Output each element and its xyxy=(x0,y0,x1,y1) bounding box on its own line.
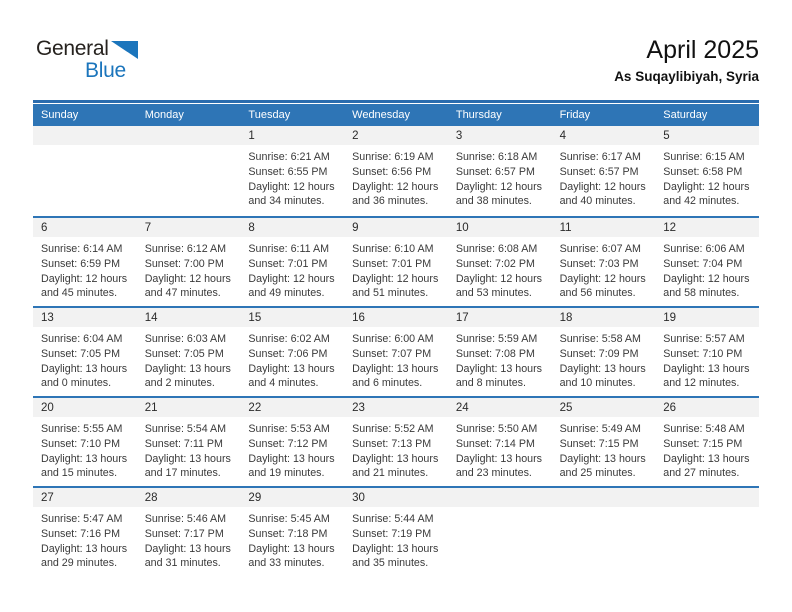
cell-info xyxy=(344,327,448,391)
daylight-minutes-text: and 2 minutes. xyxy=(144,377,215,390)
daylight-minutes-text: and 40 minutes. xyxy=(559,195,636,208)
cell-info xyxy=(655,237,759,301)
empty-day-cell xyxy=(33,126,137,216)
date-number: 20 xyxy=(33,398,137,417)
date-number xyxy=(552,488,656,507)
cell-info xyxy=(240,237,344,301)
day-cell xyxy=(240,218,344,306)
day-cell xyxy=(448,308,552,396)
daylight-hours-text: Daylight: 13 hours xyxy=(144,452,231,465)
sunrise-text: Sunrise: 5:53 AM xyxy=(248,423,330,435)
sunset-text: Sunset: 6:56 PM xyxy=(352,165,432,178)
sunset-text: Sunset: 7:13 PM xyxy=(352,437,432,450)
daylight-minutes-text: and 17 minutes. xyxy=(144,467,221,480)
daylight-hours-text: Daylight: 13 hours xyxy=(559,362,646,375)
cell-info xyxy=(240,327,344,391)
day-cell xyxy=(137,308,241,396)
cell-info xyxy=(33,507,137,571)
daylight-hours-text: Daylight: 12 hours xyxy=(663,272,750,285)
daylight-hours-text: Daylight: 13 hours xyxy=(455,362,542,375)
date-number xyxy=(33,126,137,145)
cell-info xyxy=(240,145,344,209)
week-row xyxy=(33,486,759,576)
day-cell xyxy=(448,218,552,306)
daylight-minutes-text: and 12 minutes. xyxy=(663,377,740,390)
daylight-hours-text: Daylight: 13 hours xyxy=(663,452,750,465)
cell-info xyxy=(137,417,241,481)
cell-info xyxy=(448,327,552,391)
sunset-text: Sunset: 7:08 PM xyxy=(455,347,535,360)
daylight-hours-text: Daylight: 13 hours xyxy=(248,362,335,375)
date-number: 6 xyxy=(33,218,137,237)
date-number: 21 xyxy=(137,398,241,417)
daylight-minutes-text: and 47 minutes. xyxy=(144,287,221,300)
cell-info xyxy=(137,507,241,571)
daylight-hours-text: Daylight: 13 hours xyxy=(455,452,542,465)
sunrise-text: Sunrise: 6:14 AM xyxy=(41,243,123,255)
date-number: 29 xyxy=(240,488,344,507)
day-cell xyxy=(552,126,656,216)
sunset-text: Sunset: 6:55 PM xyxy=(248,165,328,178)
daylight-minutes-text: and 34 minutes. xyxy=(248,195,325,208)
sunrise-text: Sunrise: 6:21 AM xyxy=(248,151,330,163)
date-number: 23 xyxy=(344,398,448,417)
week-row xyxy=(33,126,759,216)
sunrise-text: Sunrise: 5:45 AM xyxy=(248,513,330,525)
day-cell xyxy=(344,488,448,576)
day-cell xyxy=(448,398,552,486)
daylight-hours-text: Daylight: 13 hours xyxy=(663,362,750,375)
date-number: 3 xyxy=(448,126,552,145)
daylight-minutes-text: and 4 minutes. xyxy=(248,377,319,390)
daylight-hours-text: Daylight: 12 hours xyxy=(455,180,542,193)
date-number: 18 xyxy=(552,308,656,327)
daylight-hours-text: Daylight: 12 hours xyxy=(663,180,750,193)
sunrise-text: Sunrise: 6:17 AM xyxy=(559,151,641,163)
sunrise-text: Sunrise: 5:57 AM xyxy=(663,333,745,345)
sunrise-text: Sunrise: 5:54 AM xyxy=(144,423,227,435)
cell-info xyxy=(552,507,656,512)
day-cell xyxy=(552,398,656,486)
date-number: 7 xyxy=(137,218,241,237)
sunrise-text: Sunrise: 6:02 AM xyxy=(248,333,330,345)
daylight-minutes-text: and 36 minutes. xyxy=(352,195,429,208)
daylight-minutes-text: and 45 minutes. xyxy=(41,287,118,300)
daylight-minutes-text: and 35 minutes. xyxy=(352,557,429,570)
daylight-hours-text: Daylight: 13 hours xyxy=(144,362,231,375)
day-cell xyxy=(137,218,241,306)
day-header-friday: Friday xyxy=(559,109,591,121)
cell-info xyxy=(448,417,552,481)
date-number: 13 xyxy=(33,308,137,327)
day-cell xyxy=(655,308,759,396)
day-cell xyxy=(344,308,448,396)
cell-info xyxy=(33,417,137,481)
sunrise-text: Sunrise: 6:03 AM xyxy=(144,333,227,345)
sunset-text: Sunset: 7:06 PM xyxy=(248,347,328,360)
sunset-text: Sunset: 7:14 PM xyxy=(455,437,535,450)
cell-info xyxy=(33,237,137,301)
date-number: 12 xyxy=(655,218,759,237)
date-number xyxy=(137,126,241,145)
day-cell xyxy=(552,308,656,396)
day-header-saturday: Saturday xyxy=(663,109,708,121)
date-number: 14 xyxy=(137,308,241,327)
daylight-hours-text: Daylight: 13 hours xyxy=(559,452,646,465)
calendar-weeks xyxy=(33,126,759,576)
daylight-minutes-text: and 15 minutes. xyxy=(41,467,118,480)
sunset-text: Sunset: 7:04 PM xyxy=(663,257,743,270)
day-cell xyxy=(33,308,137,396)
day-header-wednesday: Wednesday xyxy=(352,109,411,121)
cell-info xyxy=(33,145,137,150)
date-number xyxy=(448,488,552,507)
daylight-minutes-text: and 8 minutes. xyxy=(455,377,526,390)
sunrise-text: Sunrise: 6:07 AM xyxy=(559,243,641,255)
sunrise-text: Sunrise: 6:04 AM xyxy=(41,333,123,345)
day-cell xyxy=(552,218,656,306)
sunset-text: Sunset: 7:15 PM xyxy=(559,437,639,450)
empty-day-cell xyxy=(448,488,552,576)
sunrise-text: Sunrise: 5:59 AM xyxy=(455,333,538,345)
sunrise-text: Sunrise: 5:55 AM xyxy=(41,423,123,435)
day-cell xyxy=(655,218,759,306)
daylight-hours-text: Daylight: 12 hours xyxy=(352,272,439,285)
cell-info xyxy=(240,507,344,571)
day-cell xyxy=(240,126,344,216)
daylight-hours-text: Daylight: 12 hours xyxy=(559,272,646,285)
cell-info xyxy=(448,237,552,301)
sunrise-text: Sunrise: 5:49 AM xyxy=(559,423,641,435)
day-cell xyxy=(240,488,344,576)
sunrise-text: Sunrise: 6:06 AM xyxy=(663,243,745,255)
calendar-table xyxy=(33,100,759,576)
daylight-hours-text: Daylight: 13 hours xyxy=(352,542,439,555)
cell-info xyxy=(655,417,759,481)
sunset-text: Sunset: 7:10 PM xyxy=(41,437,121,450)
date-number: 22 xyxy=(240,398,344,417)
daylight-minutes-text: and 42 minutes. xyxy=(663,195,740,208)
day-cell xyxy=(655,126,759,216)
day-cell xyxy=(655,398,759,486)
day-cell xyxy=(344,126,448,216)
date-number: 1 xyxy=(240,126,344,145)
daylight-minutes-text: and 6 minutes. xyxy=(352,377,423,390)
cell-info xyxy=(448,507,552,512)
logo-text-general: General xyxy=(36,37,109,60)
daylight-minutes-text: and 27 minutes. xyxy=(663,467,740,480)
sunset-text: Sunset: 7:11 PM xyxy=(144,437,223,450)
daylight-minutes-text: and 10 minutes. xyxy=(559,377,636,390)
cell-info xyxy=(137,327,241,391)
sunrise-text: Sunrise: 6:08 AM xyxy=(455,243,538,255)
daylight-hours-text: Daylight: 12 hours xyxy=(455,272,542,285)
sunset-text: Sunset: 7:05 PM xyxy=(41,347,121,360)
sunrise-text: Sunrise: 6:15 AM xyxy=(663,151,745,163)
sunrise-text: Sunrise: 5:50 AM xyxy=(455,423,538,435)
sunrise-text: Sunrise: 6:12 AM xyxy=(144,243,227,255)
sunrise-text: Sunrise: 6:00 AM xyxy=(352,333,434,345)
day-cell xyxy=(137,488,241,576)
cell-info xyxy=(552,237,656,301)
daylight-hours-text: Daylight: 13 hours xyxy=(248,452,335,465)
cell-info xyxy=(33,327,137,391)
sunset-text: Sunset: 6:57 PM xyxy=(455,165,535,178)
date-number xyxy=(655,488,759,507)
daylight-minutes-text: and 58 minutes. xyxy=(663,287,740,300)
cell-info xyxy=(137,145,241,150)
sunset-text: Sunset: 7:03 PM xyxy=(559,257,639,270)
empty-day-cell xyxy=(137,126,241,216)
sunrise-text: Sunrise: 5:46 AM xyxy=(144,513,227,525)
empty-day-cell xyxy=(552,488,656,576)
daylight-minutes-text: and 49 minutes. xyxy=(248,287,325,300)
daylight-hours-text: Daylight: 13 hours xyxy=(352,362,439,375)
date-number: 2 xyxy=(344,126,448,145)
cell-info xyxy=(344,237,448,301)
date-number: 24 xyxy=(448,398,552,417)
date-number: 10 xyxy=(448,218,552,237)
title-underline xyxy=(33,100,759,103)
date-number: 26 xyxy=(655,398,759,417)
sunset-text: Sunset: 7:10 PM xyxy=(663,347,743,360)
day-cell xyxy=(448,126,552,216)
week-row xyxy=(33,216,759,306)
date-number: 8 xyxy=(240,218,344,237)
week-row xyxy=(33,396,759,486)
sunset-text: Sunset: 7:18 PM xyxy=(248,527,328,540)
cell-info xyxy=(344,145,448,209)
cell-info xyxy=(655,507,759,512)
daylight-hours-text: Daylight: 13 hours xyxy=(352,452,439,465)
daylight-minutes-text: and 25 minutes. xyxy=(559,467,636,480)
cell-info xyxy=(655,327,759,391)
cell-info xyxy=(240,417,344,481)
daylight-hours-text: Daylight: 13 hours xyxy=(41,362,128,375)
date-number: 28 xyxy=(137,488,241,507)
daylight-hours-text: Daylight: 12 hours xyxy=(144,272,231,285)
cell-info xyxy=(552,145,656,209)
sunset-text: Sunset: 7:12 PM xyxy=(248,437,328,450)
cell-info xyxy=(448,145,552,209)
title-block xyxy=(614,34,759,84)
daylight-hours-text: Daylight: 13 hours xyxy=(41,542,128,555)
day-cell xyxy=(33,398,137,486)
sunrise-text: Sunrise: 5:58 AM xyxy=(559,333,641,345)
page-subtitle: As Suqaylibiyah, Syria xyxy=(614,69,759,84)
daylight-minutes-text: and 53 minutes. xyxy=(455,287,532,300)
cell-info xyxy=(552,417,656,481)
empty-day-cell xyxy=(655,488,759,576)
date-number: 25 xyxy=(552,398,656,417)
date-number: 5 xyxy=(655,126,759,145)
page-title: April 2025 xyxy=(646,36,759,64)
daylight-minutes-text: and 29 minutes. xyxy=(41,557,118,570)
day-cell xyxy=(240,398,344,486)
sunset-text: Sunset: 7:07 PM xyxy=(352,347,432,360)
daylight-hours-text: Daylight: 13 hours xyxy=(41,452,128,465)
sunrise-text: Sunrise: 6:18 AM xyxy=(455,151,538,163)
sunrise-text: Sunrise: 6:19 AM xyxy=(352,151,434,163)
daylight-minutes-text: and 23 minutes. xyxy=(455,467,532,480)
daylight-hours-text: Daylight: 12 hours xyxy=(41,272,128,285)
cell-info xyxy=(137,237,241,301)
daylight-hours-text: Daylight: 13 hours xyxy=(144,542,231,555)
date-number: 15 xyxy=(240,308,344,327)
general-blue-logo xyxy=(36,38,138,81)
daylight-minutes-text: and 33 minutes. xyxy=(248,557,325,570)
sunset-text: Sunset: 7:09 PM xyxy=(559,347,639,360)
day-header-row xyxy=(33,104,759,126)
day-cell xyxy=(344,218,448,306)
sunrise-text: Sunrise: 5:47 AM xyxy=(41,513,123,525)
date-number: 27 xyxy=(33,488,137,507)
sunset-text: Sunset: 7:19 PM xyxy=(352,527,432,540)
day-header-monday: Monday xyxy=(144,109,184,121)
day-cell xyxy=(33,218,137,306)
day-header-thursday: Thursday xyxy=(455,109,502,121)
sunset-text: Sunset: 7:16 PM xyxy=(41,527,121,540)
date-number: 9 xyxy=(344,218,448,237)
day-header-tuesday: Tuesday xyxy=(248,109,291,121)
daylight-hours-text: Daylight: 12 hours xyxy=(352,180,439,193)
sunset-text: Sunset: 7:17 PM xyxy=(144,527,224,540)
day-cell xyxy=(33,488,137,576)
date-number: 30 xyxy=(344,488,448,507)
daylight-minutes-text: and 21 minutes. xyxy=(352,467,429,480)
daylight-minutes-text: and 31 minutes. xyxy=(144,557,221,570)
sunset-text: Sunset: 7:01 PM xyxy=(352,257,432,270)
cell-info xyxy=(552,327,656,391)
daylight-hours-text: Daylight: 12 hours xyxy=(559,180,646,193)
date-number: 17 xyxy=(448,308,552,327)
cell-info xyxy=(344,507,448,571)
daylight-hours-text: Daylight: 12 hours xyxy=(248,272,335,285)
date-number: 4 xyxy=(552,126,656,145)
sunset-text: Sunset: 7:15 PM xyxy=(663,437,743,450)
sunset-text: Sunset: 7:01 PM xyxy=(248,257,328,270)
sunset-text: Sunset: 7:05 PM xyxy=(144,347,224,360)
day-header-sunday: Sunday xyxy=(41,109,79,121)
sunset-text: Sunset: 6:58 PM xyxy=(663,165,743,178)
sunrise-text: Sunrise: 5:52 AM xyxy=(352,423,434,435)
sunset-text: Sunset: 6:59 PM xyxy=(41,257,121,270)
daylight-minutes-text: and 0 minutes. xyxy=(41,377,112,390)
sunset-text: Sunset: 7:00 PM xyxy=(144,257,224,270)
sunrise-text: Sunrise: 5:48 AM xyxy=(663,423,745,435)
date-number: 16 xyxy=(344,308,448,327)
sunrise-text: Sunrise: 5:44 AM xyxy=(352,513,434,525)
daylight-minutes-text: and 51 minutes. xyxy=(352,287,429,300)
sunrise-text: Sunrise: 6:10 AM xyxy=(352,243,434,255)
sunrise-text: Sunrise: 6:11 AM xyxy=(248,243,330,255)
sunset-text: Sunset: 6:57 PM xyxy=(559,165,639,178)
date-number: 11 xyxy=(552,218,656,237)
day-cell xyxy=(344,398,448,486)
date-number: 19 xyxy=(655,308,759,327)
logo-text-blue: Blue xyxy=(85,59,126,82)
day-cell xyxy=(137,398,241,486)
daylight-hours-text: Daylight: 13 hours xyxy=(248,542,335,555)
cell-info xyxy=(344,417,448,481)
daylight-minutes-text: and 56 minutes. xyxy=(559,287,636,300)
daylight-minutes-text: and 38 minutes. xyxy=(455,195,532,208)
cell-info xyxy=(655,145,759,209)
week-row xyxy=(33,306,759,396)
daylight-hours-text: Daylight: 12 hours xyxy=(248,180,335,193)
day-cell xyxy=(240,308,344,396)
daylight-minutes-text: and 19 minutes. xyxy=(248,467,325,480)
sunset-text: Sunset: 7:02 PM xyxy=(455,257,535,270)
